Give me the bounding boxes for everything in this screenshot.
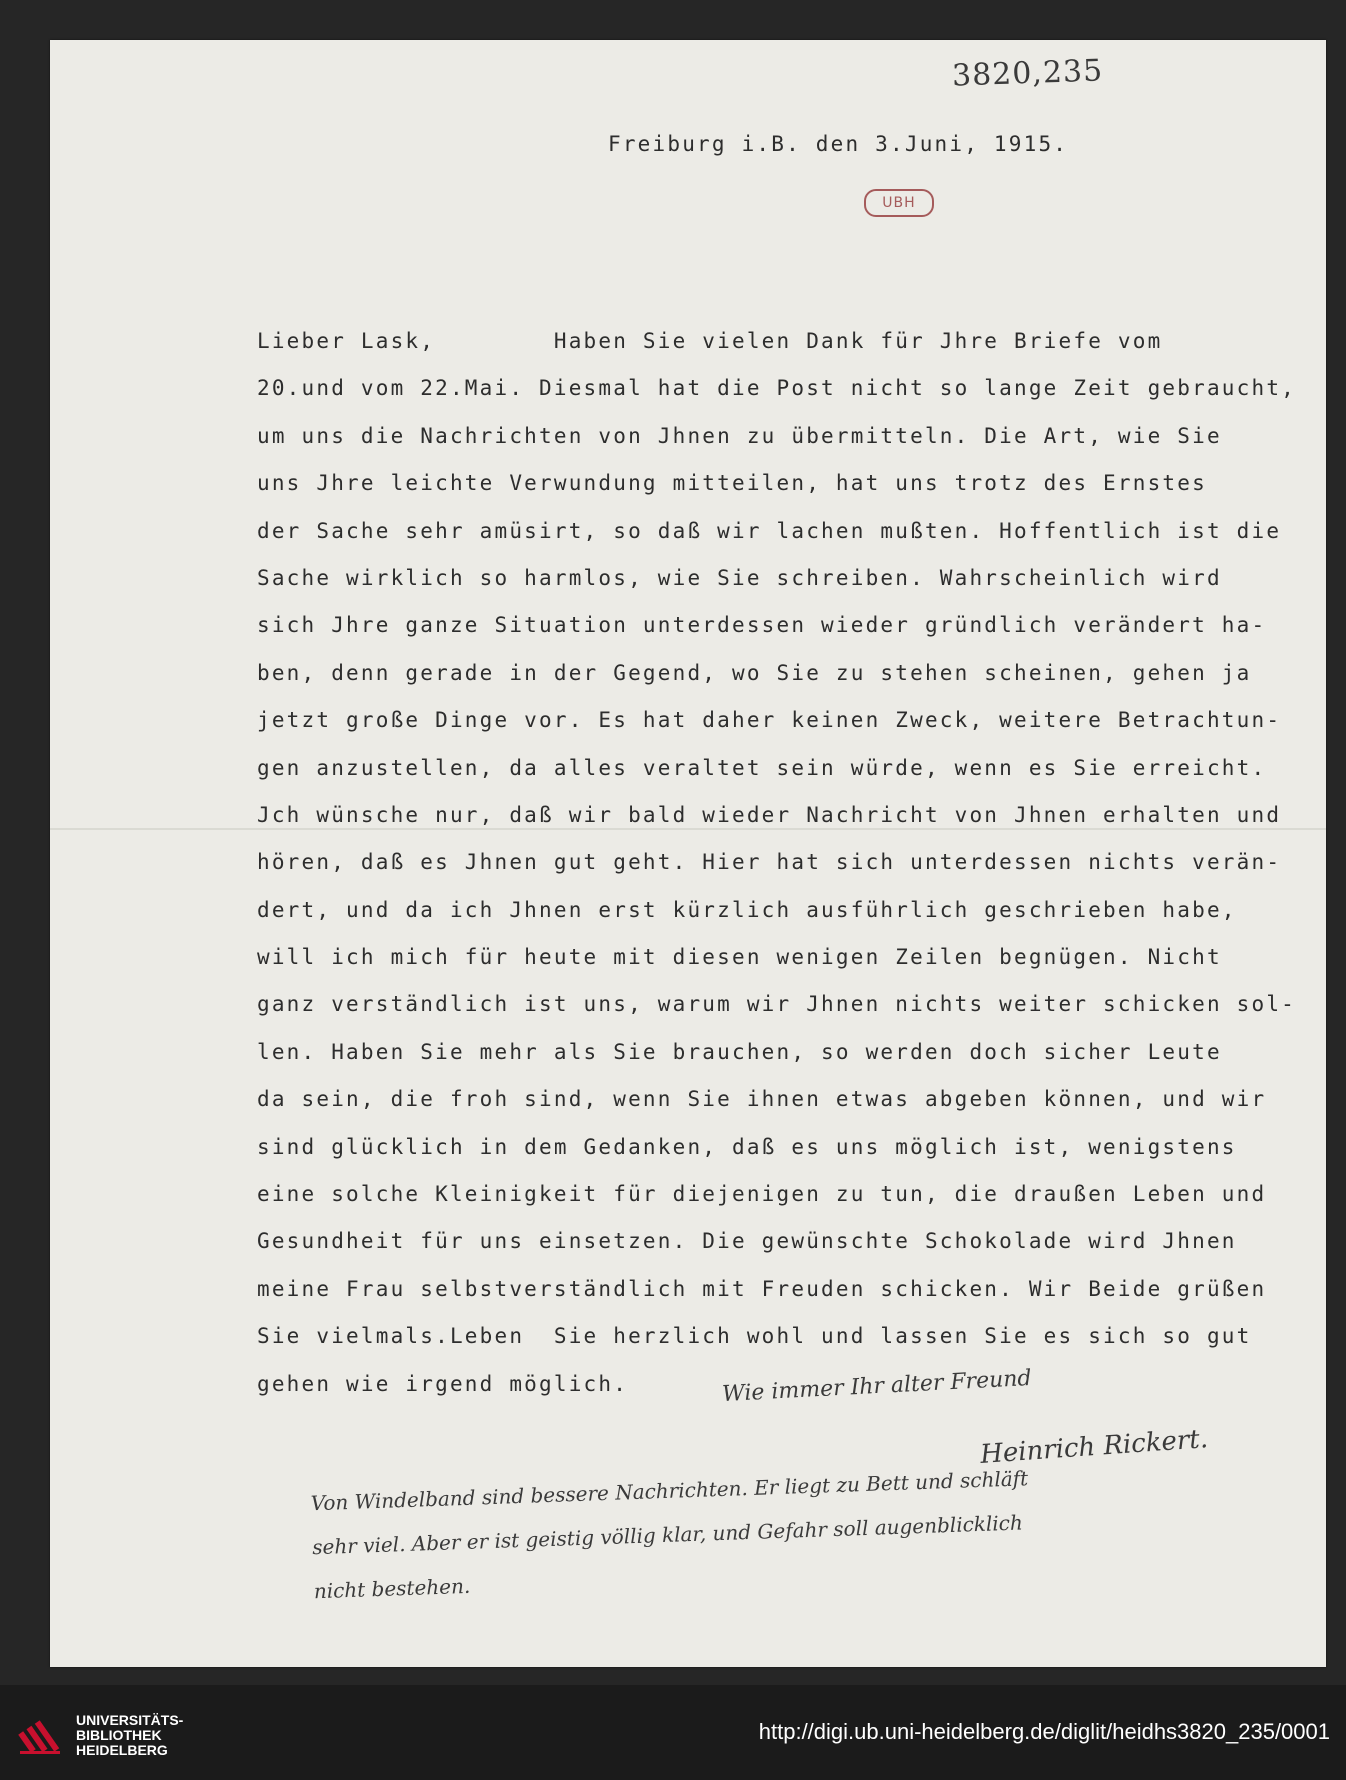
letter-page — [50, 40, 1326, 1667]
body-line: sich Jhre ganze Situation unterdessen wieder gründlich verändert ha- — [257, 613, 1267, 638]
body-line: Gesundheit für uns einsetzen. Die gewünschte Schokolade wird Jhnen — [257, 1229, 1237, 1254]
body-line: jetzt große Dinge vor. Es hat daher keinen Zweck, weitere Betrachtun- — [257, 708, 1282, 733]
body-line: Lieber Lask, Haben Sie vielen Dank für Jhre Briefe vom — [257, 329, 1163, 353]
body-line: will ich mich für heute mit diesen wenigen Zeilen begnügen. Nicht — [257, 945, 1222, 970]
body-line: meine Frau selbstverständlich mit Freuden schicken. Wir Beide grüßen — [257, 1276, 1267, 1301]
body-line: Jch wünsche nur, daß wir bald wieder Nachricht von Jhnen erhalten und — [257, 802, 1282, 827]
postscript-line: Von Windelband sind bessere Nachrichten. Er liegt zu Bett und schläft — [310, 1466, 1029, 1516]
body-line: Sie vielmals.Leben Sie herzlich wohl und lassen Sie es sich so gut — [257, 1324, 1252, 1349]
body-line: gen anzustellen, da alles veraltet sein würde, wenn es Sie erreicht. — [257, 755, 1267, 780]
postscript-line: nicht bestehen. — [313, 1573, 471, 1604]
body-line: 20.und vom 22.Mai. Diesmal hat die Post nicht so lange Zeit gebraucht, — [257, 376, 1297, 401]
library-name-line: BIBLIOTHEK — [76, 1727, 162, 1743]
body-line: ben, denn gerade in der Gegend, wo Sie zu stehen scheinen, gehen ja — [257, 660, 1252, 685]
body-line: uns Jhre leichte Verwundung mitteilen, hat uns trotz des Ernstes — [257, 471, 1207, 496]
library-stamp: UBH — [864, 189, 934, 217]
body-line: dert, und da ich Jhnen erst kürzlich ausführlich geschrieben habe, — [257, 897, 1237, 922]
date-line: Freiburg i.B. den 3.Juni, 1915. — [608, 132, 1069, 156]
body-line: gehen wie irgend möglich. — [257, 1371, 629, 1396]
footer-bar — [0, 1685, 1346, 1780]
body-line: hören, daß es Jhnen gut geht. Hier hat sich unterdessen nichts verän- — [257, 850, 1282, 875]
postscript-handwritten — [310, 1447, 1304, 1613]
permalink-url[interactable]: http://digi.ub.uni-heidelberg.de/diglit/heidhs3820_235/0001 — [758, 1719, 1330, 1744]
postscript-line: sehr viel. Aber er ist geistig völlig klar, und Gefahr soll augenblicklich — [311, 1510, 1024, 1560]
university-library-logo-icon — [18, 1711, 64, 1755]
body-line: um uns die Nachrichten von Jhnen zu übermitteln. Die Art, wie Sie — [257, 423, 1222, 448]
body-line: eine solche Kleinigkeit für diejenigen zu tun, die draußen Leben und — [257, 1182, 1267, 1207]
library-name — [76, 1713, 183, 1758]
body-line: sind glücklich in dem Gedanken, daß es uns möglich ist, wenigstens — [257, 1134, 1237, 1159]
body-line: der Sache sehr amüsirt, so daß wir lachen mußten. Hoffentlich ist die — [257, 518, 1282, 543]
body-line: Sache wirklich so harmlos, wie Sie schreiben. Wahrscheinlich wird — [257, 565, 1222, 590]
letter-body — [257, 318, 1317, 1408]
closing-handwritten: Wie immer Ihr alter Freund — [721, 1365, 1033, 1408]
body-line: len. Haben Sie mehr als Sie brauchen, so werden doch sicher Leute — [257, 1039, 1222, 1064]
signature: Heinrich Rickert. — [979, 1424, 1209, 1470]
body-line: ganz verständlich ist uns, warum wir Jhnen nichts weiter schicken sol- — [257, 992, 1297, 1017]
archive-number: 3820,235 — [951, 53, 1104, 94]
library-name-line: HEIDELBERG — [76, 1742, 168, 1758]
body-line: da sein, die froh sind, wenn Sie ihnen etwas abgeben können, und wir — [257, 1087, 1267, 1112]
library-name-line: UNIVERSITÄTS- — [76, 1712, 184, 1728]
